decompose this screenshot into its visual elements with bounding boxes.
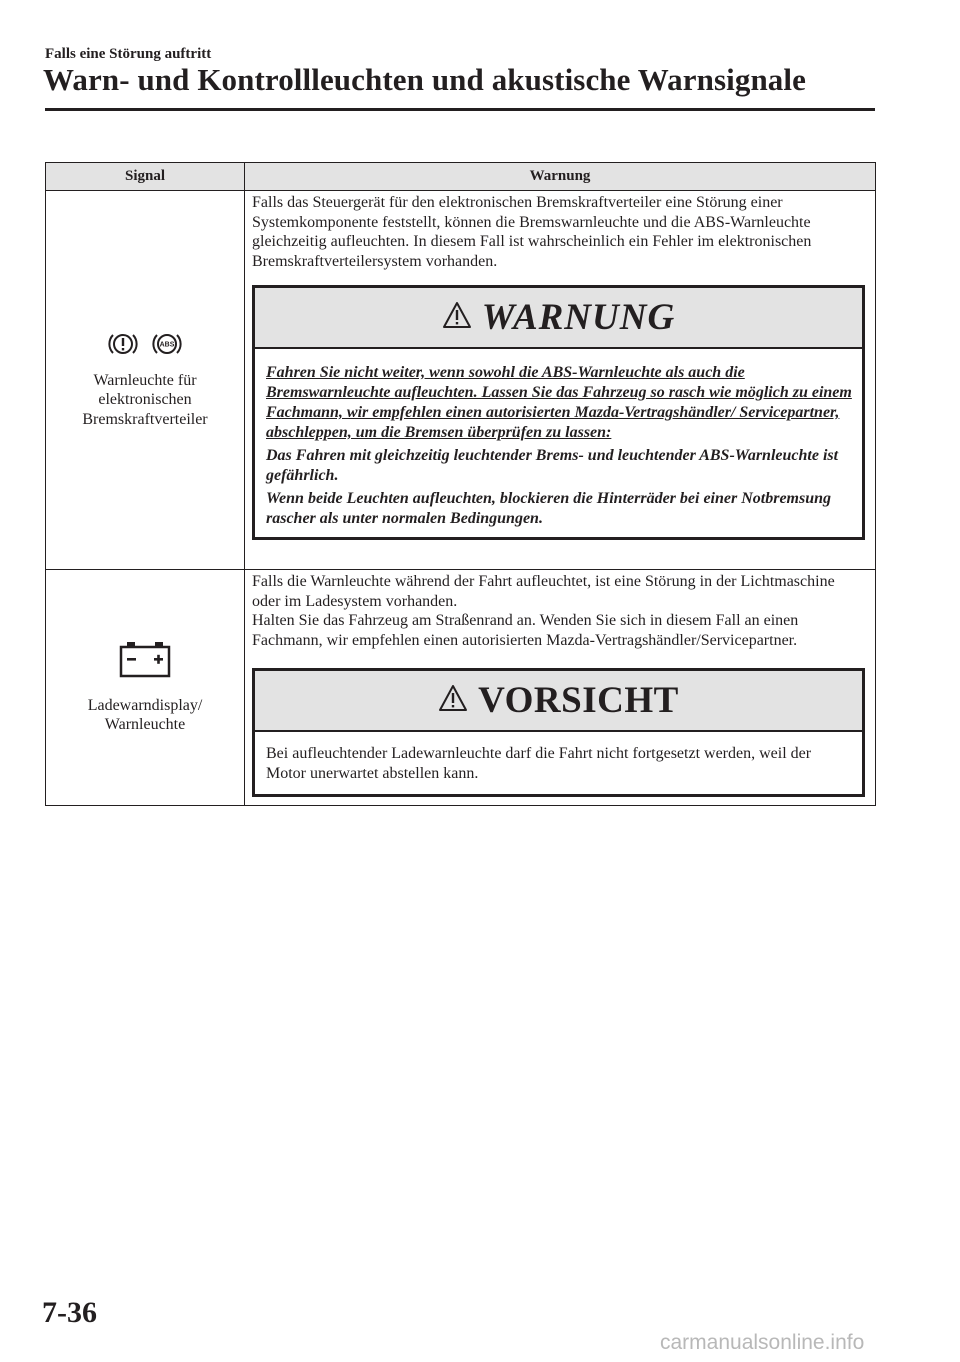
table-row [46, 191, 876, 570]
signal-label: Warnleuchte für elektronischen Bremskraftverteiler [82, 371, 208, 428]
warning-triangle-icon [438, 684, 468, 718]
callout-title: WARNUNG [481, 296, 676, 338]
warning-lights-table [45, 162, 876, 806]
column-header-warning: Warnung [245, 163, 876, 191]
watermark: carmanualsonline.info [660, 1331, 865, 1354]
description-text: Falls das Steuergerät für den elektronischen Bremskraftverteiler eine Störung einer Systemkomponente feststellt, können die Bremswarnleuchte und die ABS-Warnleuchte gleichzeitig aufleuchten. In diesem Fall ist wahrscheinlich ein Fehler im elektronischen Bremskraftverteilersystem vorhanden. [252, 194, 812, 270]
section-label: Falls eine Störung auftritt [45, 46, 212, 62]
heading-rule [45, 108, 875, 111]
warning-triangle-icon [442, 301, 472, 335]
table-header-row [46, 163, 876, 191]
callout-paragraph: Das Fahren mit gleichzeitig leuchtender Brems- und leuchtender ABS-Warnleuchte ist gefährlich. [266, 447, 839, 484]
abs-warning-icon [151, 331, 183, 363]
signal-icons [50, 331, 240, 363]
table-row [46, 570, 876, 806]
signal-cell [46, 570, 245, 806]
column-header-signal: Signal [46, 163, 245, 191]
callout-paragraph: Wenn beide Leuchten aufleuchten, blockieren die Hinterräder bei einer Notbremsung rascher als unter normalen Bedingungen. [266, 490, 832, 527]
page-number: 7-36 [42, 1296, 97, 1329]
abs-icon-label: ABS [159, 341, 175, 349]
warning-cell [245, 191, 876, 570]
callout-header [255, 288, 862, 349]
callout-body: Bei aufleuchtender Ladewarnleuchte darf die Fahrt nicht fortgesetzt werden, weil der Motor unerwartet abstellen kann. [266, 745, 812, 782]
callout-body [255, 349, 862, 537]
signal-icons [50, 640, 240, 684]
callout-title: VORSICHT [478, 679, 679, 721]
callout-underlined-text: Fahren Sie nicht weiter, wenn sowohl die ABS-Warnleuchte als auch die Bremswarnleuchte aufleuchten. Lassen Sie das Fahrzeug so rasch wie möglich zu einem Fachmann, wir empfehlen einen autorisierten Mazda-Vertragshändler/ Servicepartner, abschleppen, um die Bremsen überprüfen zu lassen: [266, 364, 852, 441]
description-text: Falls die Warnleuchte während der Fahrt aufleuchtet, ist eine Störung in der Lichtmaschine oder im Ladesystem vorhanden. Halten Sie das Fahrzeug am Straßenrand an. Wenden Sie sich in diesem Fall an einen Fachmann, wir empfehlen einen autorisierten Mazda-Vertragshändler/Servicepartner. [252, 573, 835, 649]
warning-cell [245, 570, 876, 806]
callout-header [255, 671, 862, 732]
battery-charge-icon [118, 640, 172, 684]
brake-warning-icon [107, 331, 139, 363]
caution-callout [252, 668, 865, 797]
signal-cell [46, 191, 245, 570]
page-title: Warn- und Kontrollleuchten und akustische Warnsignale [43, 62, 806, 97]
warning-callout [252, 285, 865, 540]
signal-label: Ladewarndisplay/ Warnleuchte [87, 696, 203, 734]
